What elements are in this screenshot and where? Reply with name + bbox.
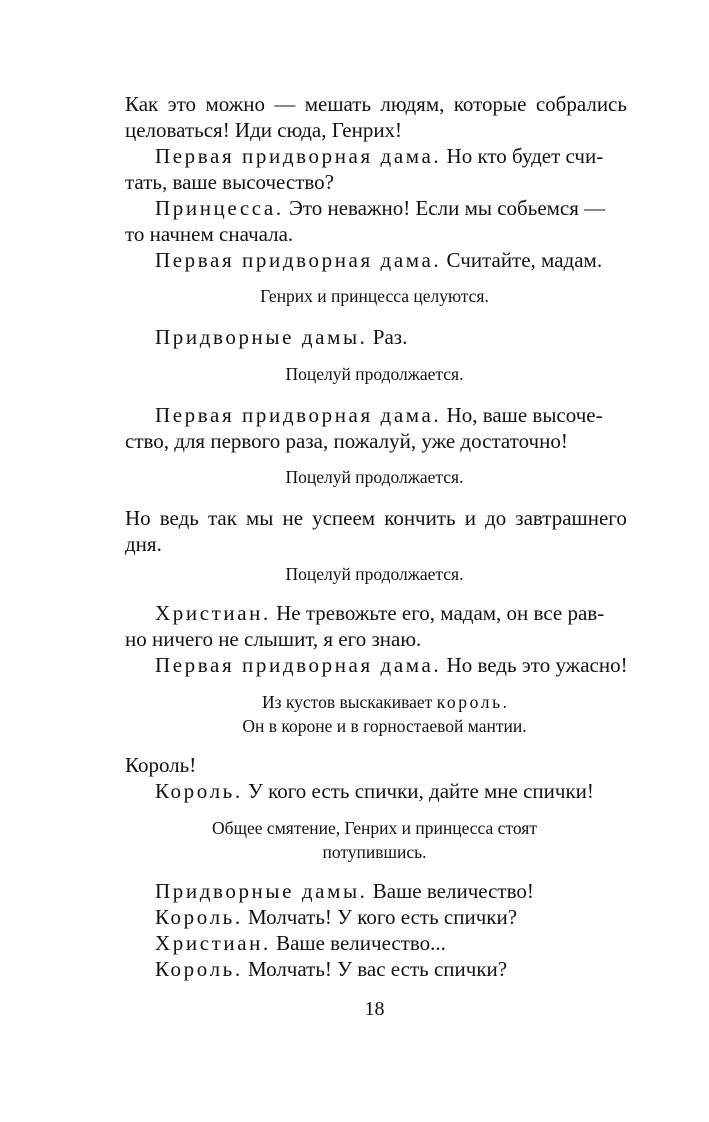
stage-direction: Он в короне и в горностаевой мантии. <box>242 716 527 736</box>
page-number: 18 <box>364 998 385 1020</box>
dialogue-line <box>155 878 534 904</box>
dialogue-text: Это неважно! Если мы собьемся — <box>283 196 606 220</box>
word: людям, <box>380 92 445 116</box>
speaker-name: Первая придворная дама. <box>155 403 442 427</box>
stage-direction: Генрих и принцесса целуются. <box>260 286 489 306</box>
speaker-name: Король. <box>155 779 243 803</box>
dialogue-text: Ваше величество! <box>367 879 534 903</box>
dialogue-line <box>155 904 517 930</box>
stage-direction: Поцелуй продолжается. <box>285 364 464 384</box>
word: мешать <box>304 92 372 116</box>
prose-line <box>125 91 627 117</box>
dialogue-text: Молчать! У вас есть спички? <box>242 957 508 981</box>
word: — <box>274 92 296 116</box>
stage-direction: Поцелуй продолжается. <box>285 564 464 584</box>
stage-character-name: король <box>436 692 503 712</box>
prose-line <box>125 505 627 531</box>
dialogue-line <box>155 600 604 626</box>
word: мы <box>245 506 274 530</box>
speaker-name: Придворные дамы. <box>155 325 368 349</box>
dialogue-line <box>155 143 603 169</box>
speaker-name: Первая придворная дама. <box>155 248 442 272</box>
prose-line: ство, для первого раза, пожалуй, уже достаточно! <box>125 429 568 453</box>
word: до <box>485 506 507 530</box>
word: это <box>167 92 197 116</box>
word: которые <box>453 92 527 116</box>
dialogue-text: У кого есть спички, дайте мне спички! <box>242 779 594 803</box>
speaker-name: Первая придворная дама. <box>155 144 442 168</box>
dialogue-line <box>155 956 507 982</box>
dialogue-line <box>155 652 628 678</box>
prose-line: тать, ваше высочество? <box>125 170 334 194</box>
speaker-name: Христиан. <box>155 601 271 625</box>
speaker-name: Первая придворная дама. <box>155 653 442 677</box>
dialogue-text: Но кто будет счи- <box>441 144 604 168</box>
word: Но <box>125 506 151 530</box>
dialogue-line <box>155 195 605 221</box>
dialogue-line <box>155 247 602 273</box>
dialogue-text: Молчать! У кого есть спички? <box>242 905 518 929</box>
dialogue-text: Ваше величество... <box>270 931 446 955</box>
word: успеем <box>312 506 376 530</box>
prose-line: Король! <box>125 753 197 777</box>
dialogue-line <box>155 778 594 804</box>
word: Как <box>125 92 159 116</box>
stage-direction: Поцелуй продолжается. <box>285 467 464 487</box>
dialogue-line <box>155 402 603 428</box>
dialogue-text: Но, ваше высоче- <box>441 403 603 427</box>
stage-direction: Общее смятение, Генрих и принцесса стоят <box>212 818 537 838</box>
prose-line: целоваться! Иди сюда, Генрих! <box>125 118 403 142</box>
word: не <box>282 506 304 530</box>
word: кончить <box>384 506 456 530</box>
dialogue-text: Считайте, мадам. <box>441 248 603 272</box>
speaker-name: Король. <box>155 905 243 929</box>
dialogue-line <box>155 324 407 350</box>
word: так <box>207 506 237 530</box>
word: собрались <box>535 92 627 116</box>
word: и <box>464 506 476 530</box>
dialogue-line <box>155 930 446 956</box>
dialogue-text: Не тревожьте его, мадам, он все рав- <box>270 601 605 625</box>
speaker-name: Придворные дамы. <box>155 879 368 903</box>
speaker-name: Принцесса. <box>155 196 284 220</box>
word: ведь <box>159 506 199 530</box>
speaker-name: Христиан. <box>155 931 271 955</box>
dialogue-text: Но ведь это ужасно! <box>441 653 628 677</box>
stage-direction: Из кустов выскакивает король. <box>261 692 508 712</box>
prose-line: то начнем сначала. <box>125 222 294 246</box>
stage-direction: потупившись. <box>322 842 427 862</box>
word: можно <box>205 92 265 116</box>
prose-line: но ничего не слышит, я его знаю. <box>125 627 422 651</box>
speaker-name: Король. <box>155 957 243 981</box>
dialogue-text: Раз. <box>367 325 408 349</box>
prose-line: дня. <box>125 532 162 556</box>
word: завтрашнего <box>515 506 627 530</box>
